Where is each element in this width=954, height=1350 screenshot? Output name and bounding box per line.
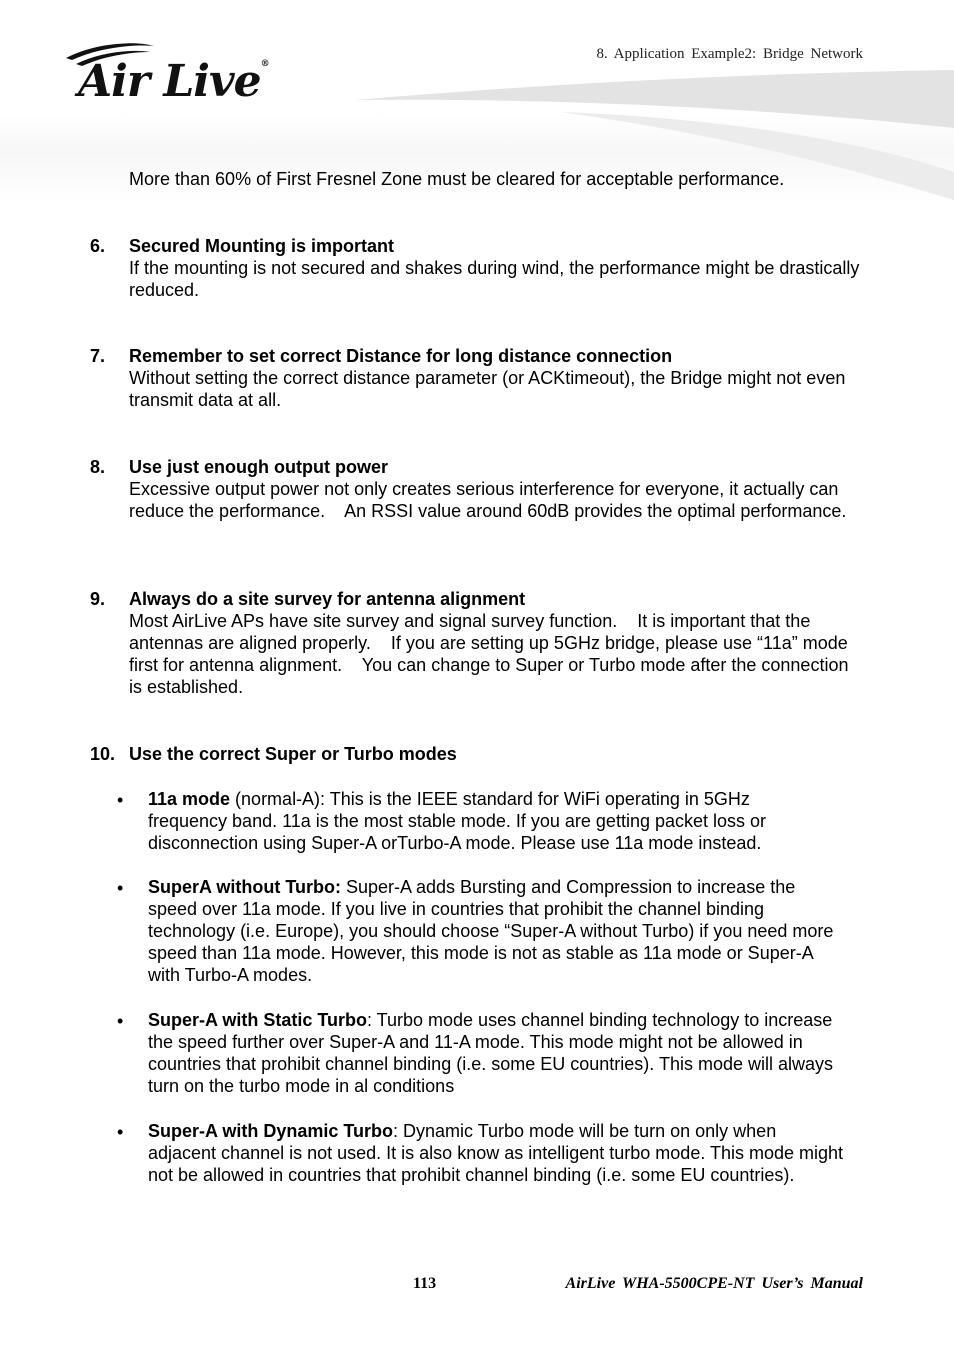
bullet-text: : Turbo mode uses channel binding technology to increase the speed further over Super-A and 11-A mode. This mode might not be allowed in countries that prohibit channel binding (i.e. some EU countries). This mode will always turn on the turbo mode in al conditions xyxy=(148,1010,833,1096)
item-number: 7. xyxy=(90,346,106,366)
item-title: Secured Mounting is important xyxy=(129,236,395,256)
chapter-title: 8. Application Example2: Bridge Network xyxy=(596,46,863,62)
item-title: Always do a site survey for antenna alignment xyxy=(129,589,526,609)
intro-paragraph: More than 60% of First Fresnel Zone must be cleared for acceptable performance. xyxy=(129,169,785,189)
airlive-logo: Air Live® xyxy=(78,56,269,107)
list-item xyxy=(129,743,869,765)
bullet-term: 11a mode xyxy=(148,789,231,809)
bullet-text: Super-A adds Bursting and Compression to increase the speed over 11a mode. If you live in countries that prohibit the channel binding technology (i.e. Europe), you should choose “Super-A without Turbo) if you need more speed than 11a mode. However, this mode is not as stable as 11a mode or Super-A with Turbo-A modes. xyxy=(148,877,834,985)
list-item xyxy=(129,456,859,522)
bullet-icon: • xyxy=(117,1122,124,1142)
bullet-item xyxy=(148,1120,848,1186)
item-body: Most AirLive APs have site survey and signal survey function. It is important that the antennas are aligned properly. If you are setting up 5GHz bridge, please use “11a” mode first for antenna alignment. You can change to Super or Turbo mode after the connection is established. xyxy=(129,611,854,697)
list-item xyxy=(129,588,865,698)
item-body: If the mounting is not secured and shakes during wind, the performance might be drastically reduced. xyxy=(129,258,860,300)
item-body: Excessive output power not only creates serious interference for everyone, it actually can reduce the performance. An RSSI value around 60dB provides the optimal performance. xyxy=(129,479,847,521)
bullet-text: : Dynamic Turbo mode will be turn on only when adjacent channel is not used. It is also know as intelligent turbo mode. This mode might not be allowed in countries that prohibit channel binding (i.e. some EU countries). xyxy=(148,1121,844,1185)
bullet-item xyxy=(148,876,848,986)
manual-title: AirLive WHA-5500CPE-NT User’s Manual xyxy=(565,1275,863,1292)
bullet-icon: • xyxy=(117,790,124,810)
bullet-term: SuperA without Turbo: xyxy=(148,877,341,897)
bullet-term: Super-A with Dynamic Turbo xyxy=(148,1121,394,1141)
item-body: Without setting the correct distance parameter (or ACKtimeout), the Bridge might not even transmit data at all. xyxy=(129,368,846,410)
bullet-icon: • xyxy=(117,878,124,898)
bullet-item xyxy=(148,788,818,854)
bullet-term: Super-A with Static Turbo xyxy=(148,1010,367,1030)
bullet-item xyxy=(148,1009,843,1097)
bullet-text: (normal-A): This is the IEEE standard for WiFi operating in 5GHz frequency band. 11a is the most stable mode. If you are getting packet loss or disconnection using Super-A orTurbo-A mode. Please use 11a mode instead. xyxy=(148,789,767,853)
page-number: 113 xyxy=(413,1275,437,1292)
item-number: 6. xyxy=(90,236,106,256)
item-title: Remember to set correct Distance for long distance connection xyxy=(129,346,673,366)
item-title: Use the correct Super or Turbo modes xyxy=(129,744,457,764)
item-number: 8. xyxy=(90,457,106,477)
list-item xyxy=(129,235,869,301)
item-number: 10. xyxy=(90,744,116,764)
item-number: 9. xyxy=(90,589,106,609)
list-item xyxy=(129,345,869,411)
item-title: Use just enough output power xyxy=(129,457,388,477)
bullet-icon: • xyxy=(117,1011,124,1031)
